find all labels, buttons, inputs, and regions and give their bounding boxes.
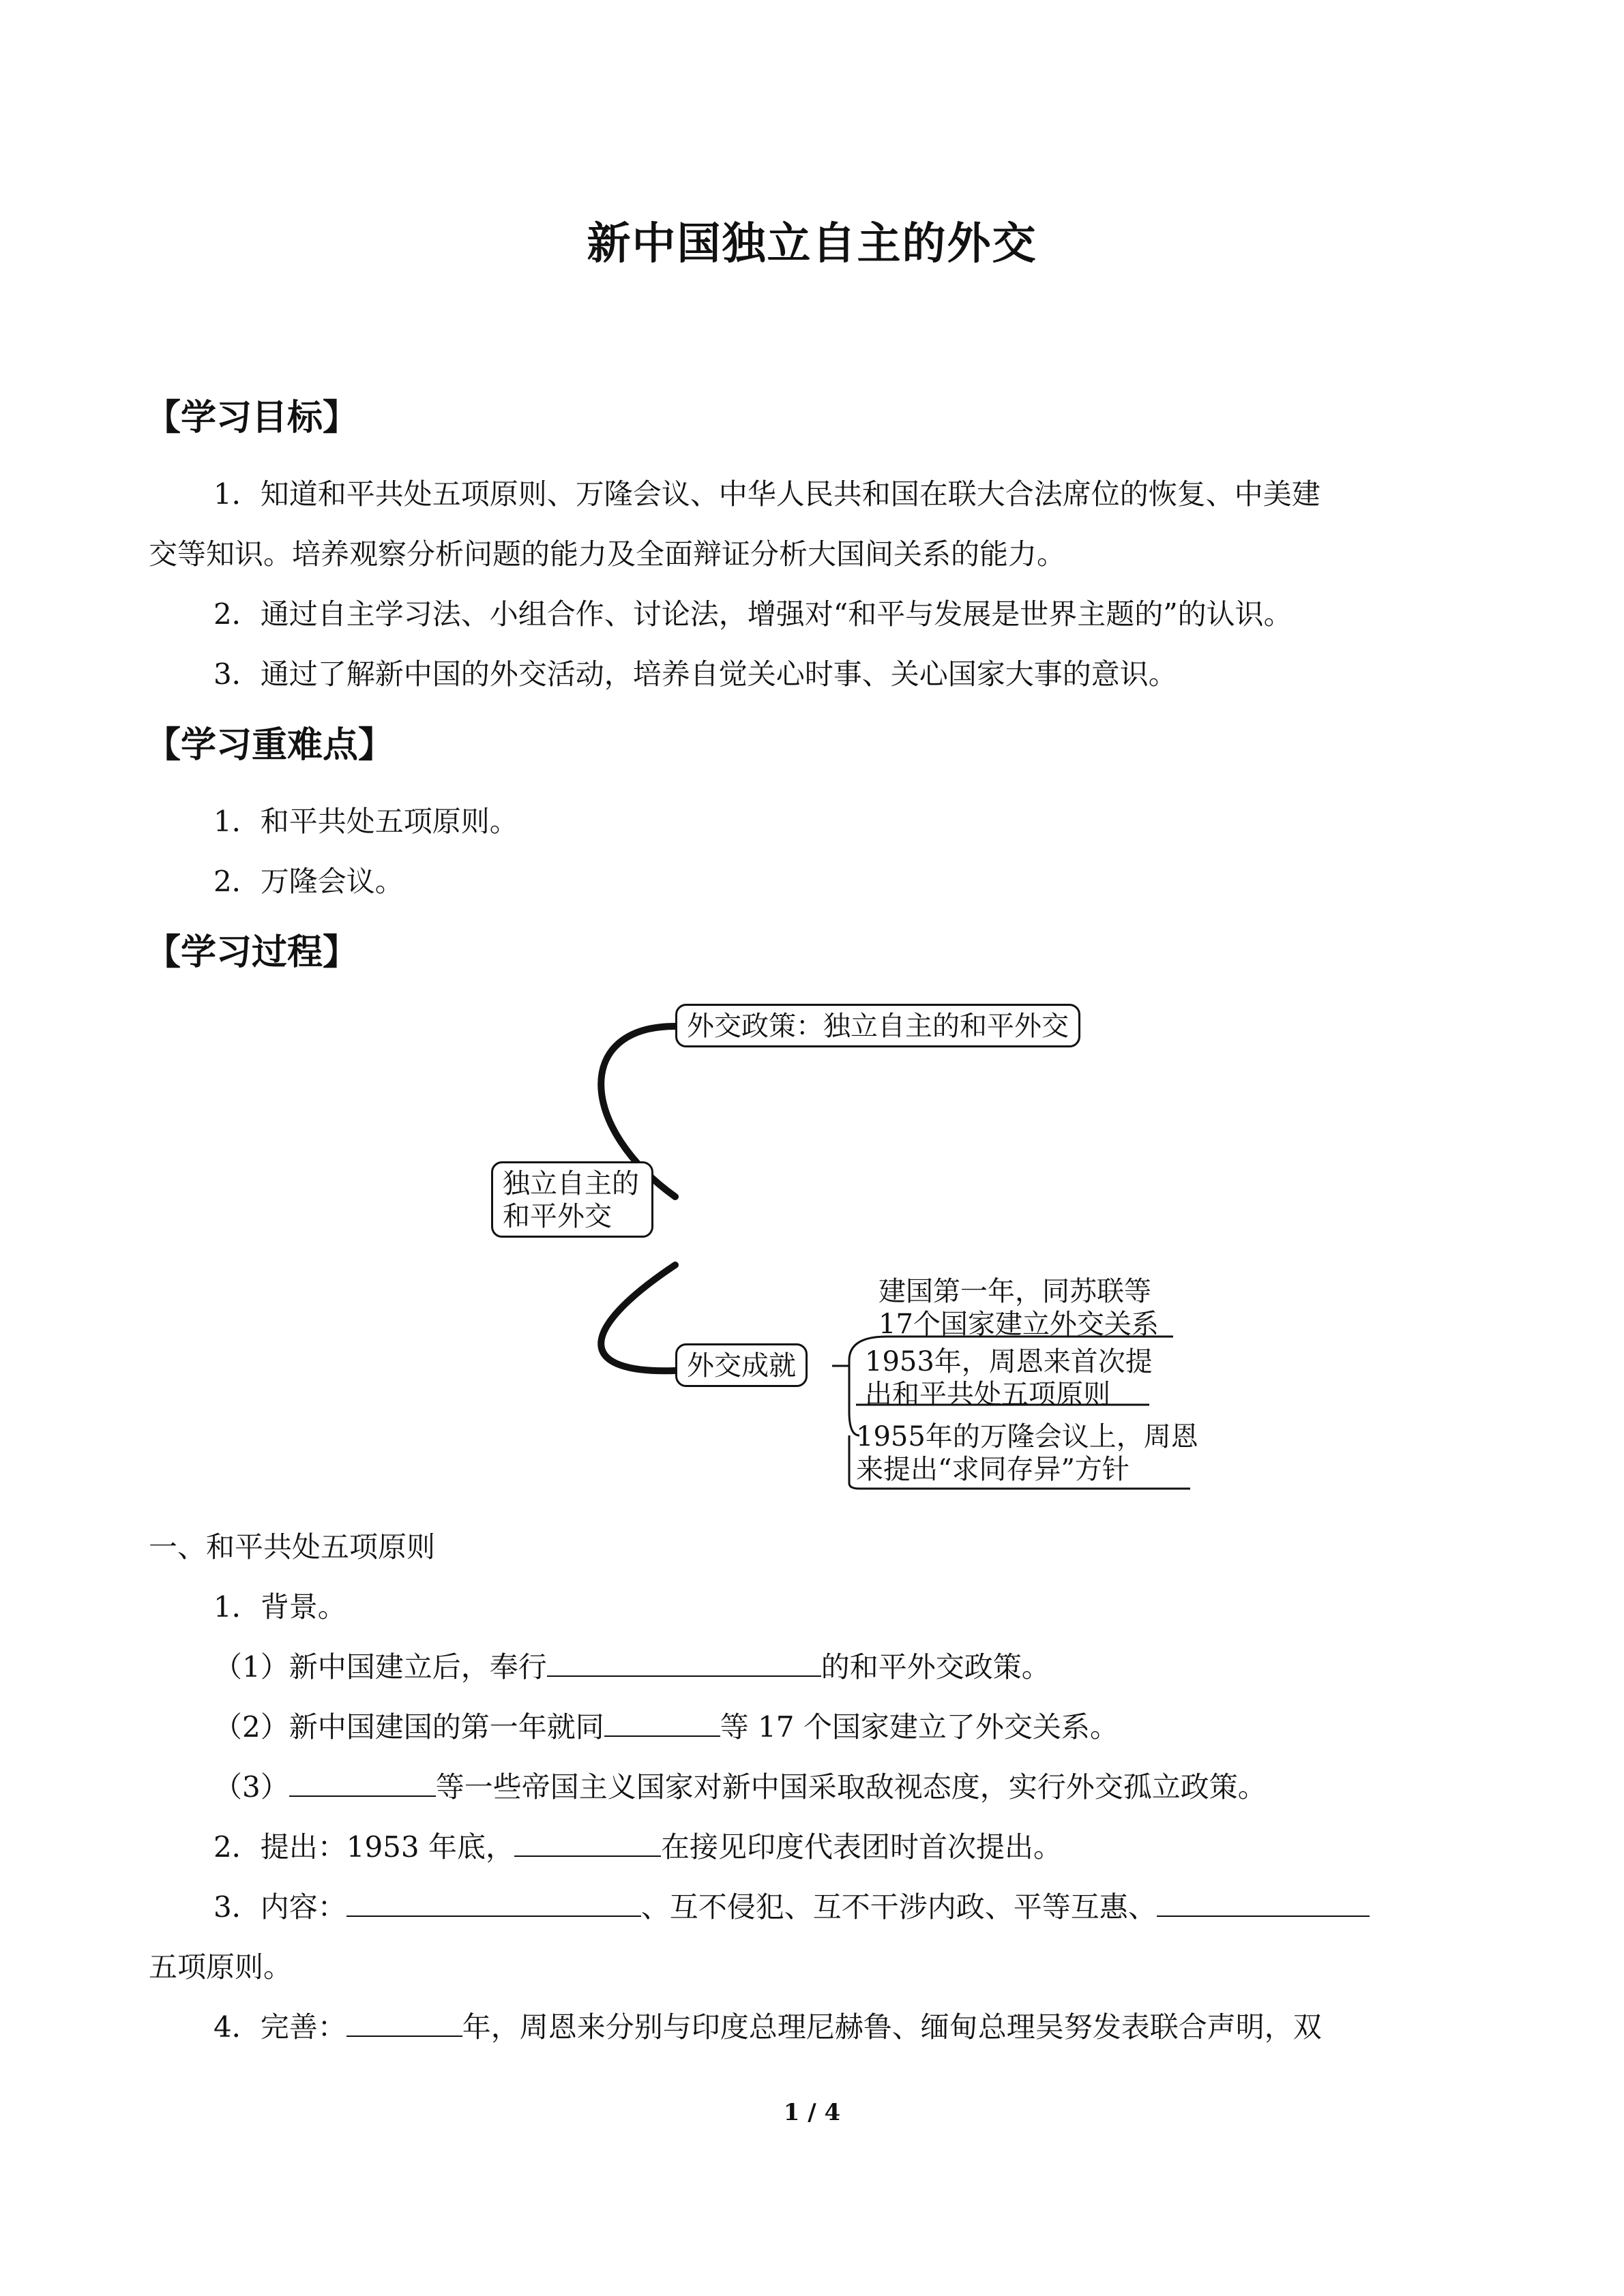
mindmap-achievements: 外交成就 [675, 1343, 808, 1387]
objective-1-line1: 1．知道和平共处五项原则、万隆会议、中华人民共和国在联大合法席位的恢复、中美建 [213, 477, 1320, 511]
question-2 [213, 1706, 1119, 1748]
mindmap-leaf-3 [856, 1420, 1198, 1486]
section-heading-key-points: 【学习重难点】 [145, 725, 394, 766]
fill-blank-1[interactable] [547, 1650, 821, 1677]
question-4-post: 在接见印度代表团时首次提出。 [660, 1830, 1062, 1864]
page-title: 新中国独立自主的外交 [587, 218, 1037, 269]
question-6-post: 年，周恩来分别与印度总理尼赫鲁、缅甸总理吴努发表联合声明，双 [462, 2010, 1322, 2044]
question-5-mid: 、互不侵犯、互不干涉内政、平等互惠、 [640, 1890, 1157, 1924]
mindmap-leaf-1 [879, 1275, 1159, 1341]
fill-blank-5b[interactable] [1157, 1890, 1370, 1917]
mindmap-leaf-2 [865, 1345, 1153, 1411]
question-3-pre: （3） [213, 1770, 289, 1804]
fill-blank-3[interactable] [289, 1770, 436, 1797]
mindmap-leaf-2-line2: 出和平共处五项原则 [865, 1379, 1110, 1410]
mindmap-root-line2: 和平外交 [503, 1201, 612, 1232]
question-4-pre: 2．提出：1953 年底， [213, 1830, 514, 1864]
section-heading-objectives: 【学习目标】 [145, 398, 359, 438]
mindmap-leaf-1-line1: 建国第一年，同苏联等 [879, 1276, 1151, 1307]
mindmap-root-line1: 独立自主的 [503, 1168, 639, 1199]
question-1-pre: （1）新中国建立后，奉行 [213, 1650, 547, 1684]
question-4 [213, 1826, 1062, 1868]
key-point-2: 2．万隆会议。 [213, 865, 404, 898]
fill-blank-4[interactable] [514, 1830, 661, 1857]
brace-lower [601, 1265, 675, 1371]
objective-1-line2: 交等知识。培养观察分析问题的能力及全面辩证分析大国间关系的能力。 [149, 537, 1066, 571]
objective-3: 3．通过了解新中国的外交活动，培养自觉关心时事、关心国家大事的意识。 [213, 657, 1177, 691]
mindmap-leaf-3-line2: 来提出“求同存异”方针 [856, 1454, 1130, 1485]
fill-blank-2[interactable] [604, 1710, 720, 1737]
objective-2: 2．通过自主学习法、小组合作、讨论法，增强对“和平与发展是世界主题的”的认识。 [213, 597, 1293, 631]
part1-heading: 一、和平共处五项原则 [149, 1530, 436, 1564]
question-3 [213, 1766, 1267, 1808]
key-point-1: 1．和平共处五项原则。 [213, 805, 518, 838]
mindmap-leaf-2-line1: 1953年，周恩来首次提 [865, 1346, 1153, 1377]
question-6-pre: 4．完善： [213, 2010, 346, 2044]
question-1 [213, 1646, 1050, 1688]
question-5-line2: 五项原则。 [149, 1950, 293, 1984]
question-5-pre: 3．内容： [213, 1890, 346, 1924]
mindmap-policy: 外交政策：独立自主的和平外交 [675, 1004, 1080, 1047]
page-number: 1 / 4 [783, 2099, 841, 2126]
question-2-pre: （2）新中国建国的第一年就同 [213, 1710, 604, 1744]
section-heading-process: 【学习过程】 [145, 932, 359, 973]
question-6 [213, 2006, 1322, 2048]
mindmap-root [491, 1161, 653, 1238]
question-2-post: 等 17 个国家建立了外交关系。 [720, 1710, 1119, 1744]
part1-background: 1．背景。 [213, 1590, 346, 1624]
question-5 [213, 1886, 1370, 1928]
fill-blank-5a[interactable] [346, 1890, 641, 1917]
mindmap-leaf-1-line2: 17个国家建立外交关系 [879, 1309, 1159, 1340]
question-3-post: 等一些帝国主义国家对新中国采取敌视态度，实行外交孤立政策。 [435, 1770, 1267, 1804]
question-1-post: 的和平外交政策。 [821, 1650, 1050, 1684]
mindmap-leaf-3-line1: 1955年的万隆会议上，周恩 [856, 1421, 1198, 1452]
fill-blank-6[interactable] [346, 2010, 462, 2037]
